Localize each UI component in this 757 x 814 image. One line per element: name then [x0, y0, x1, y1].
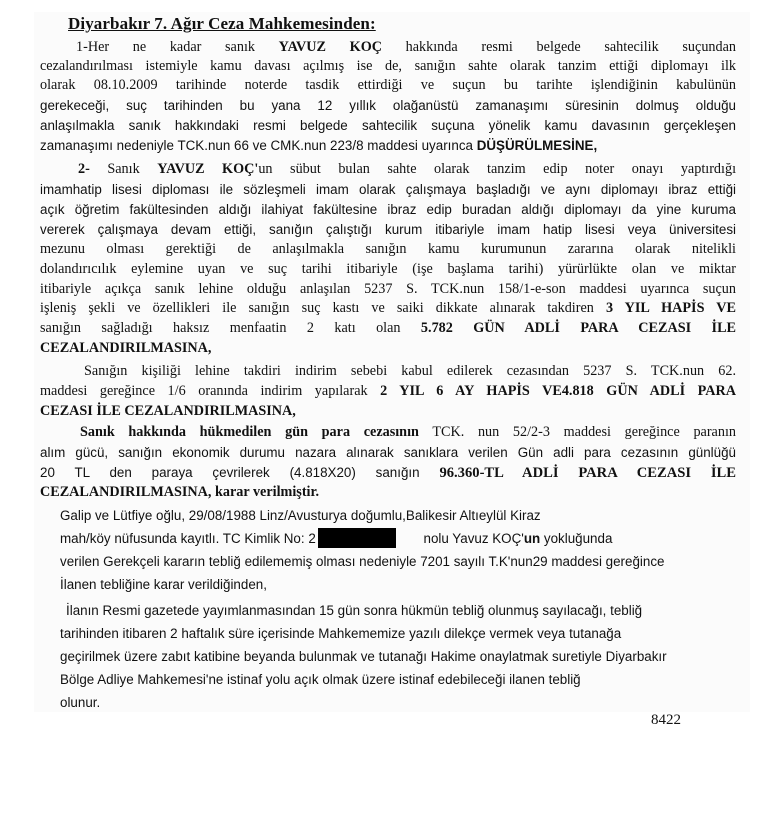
redaction-bar: [318, 528, 396, 548]
p4-line-2: alım gücü, sanığın ekonomik durumu nazara alınarak sanıklara verilen Gün adli para cezasının günlüğü: [40, 445, 736, 460]
p2-line-1: 2- Sanık YAVUZ KOÇ'un sübut bulan sahte olarak tanzim edip noter onayı yaptırdığı: [78, 161, 737, 177]
p2-line-10: CEZALANDIRILMASINA,: [40, 340, 212, 356]
p3-line-1: Sanığın kişiliği lehine takdiri indirim sebebi kabul edilerek cezasından 5237 S. TCK.nun 62.: [84, 363, 736, 379]
p1-line-4: gerekeceği, suç tarihinden bu yana 12 yıllık olağanüstü zamanaşımı süresinin dolmuş olduğu: [40, 98, 736, 113]
p4-line-3: 20 TL den paraya çevrilerek (4.818X20) sanığın 96.360-TL ADLİ PARA CEZASI İLE: [40, 465, 736, 481]
p1-line-2: cezalandırılması istemiyle kamu davası açılmış ise de, sanığın sahte olarak tanzim ettiği diplomayı ilk: [40, 58, 736, 74]
court-title: Diyarbakır 7. Ağır Ceza Mahkemesinden:: [68, 14, 376, 33]
p5-line-4: İlanen tebliğine karar verildiğinden,: [60, 577, 267, 592]
p1-line-1: 1-Her ne kadar sanık YAVUZ KOÇ hakkında resmi belgede sahtecilik suçundan: [76, 39, 736, 55]
p6-line-3: geçirilmek üzere zabıt katibine beyanda bulunmak ve tutanağı Hakime onaylatmak suretiyle Diyarbakır: [60, 649, 667, 664]
p5-line-1: Galip ve Lütfiye oğlu, 29/08/1988 Linz/Avusturya doğumlu,Balikesir Altıeylül Kiraz: [60, 508, 541, 523]
p6-line-5: olunur.: [60, 695, 101, 710]
p2-line-7: itibariyle açıkça sanık lehine olduğu anlaşılan 5237 S. TCK.nun 158/1-e-son maddesi uyarınca suçun: [40, 281, 736, 297]
p1-line-5: anlaşılmakla sanık hakkındaki resmi belgede sahtecilik suçuna yönelik kamu davasının gerçekleşen: [40, 118, 736, 133]
p6-line-4: Bölge Adliye Mahkemesi'ne istinaf yolu açık olmak üzere istinaf edebileceği ilanen tebliğ: [60, 672, 581, 687]
p2-line-5: mezunu olması gerektiği de anlaşılmakla sanığın kamu kurumunun zararına olarak nitelikli: [40, 241, 736, 257]
p5-line-2: mah/köy nüfusunda kayıtlı. TC Kimlik No: 2 nolu Yavuz KOÇ'un yokluğunda: [60, 528, 612, 548]
p2-line-9: sanığın sağladığı haksız menfaatin 2 katı olan 5.782 GÜN ADLİ PARA CEZASI İLE: [40, 320, 737, 336]
p2-line-3: açık öğretim fakültesinden aldığı ilahiyat fakültesine ibraz edip buradan aldığı diplomayı da yine kuruma: [40, 202, 736, 217]
p3-line-3: CEZASI İLE CEZALANDIRILMASINA,: [40, 403, 296, 419]
p4-line-4: CEZALANDIRILMASINA, karar verilmiştir.: [40, 484, 320, 500]
p1-line-3: olarak 08.10.2009 tarihinde noterde tasdik ettirdiği ve suçun bu tarihte işlendiğinin kabulünün: [40, 77, 736, 93]
p6-line-2: tarihinden itibaren 2 haftalık süre içerisinde Mahkememize yazılı dilekçe vermek veya tutanağa: [60, 626, 622, 641]
p2-line-4: vererek çalışmaya devam ettiği, sanığın çalıştığı kurum itibariyle imam hatip lisesi veya üniversitesi: [40, 222, 736, 237]
p4-line-1: Sanık hakkında hükmedilen gün para cezasının TCK. nun 52/2-3 maddesi gereğince paranın: [80, 424, 736, 440]
p2-line-8: işleniş şekli ve özellikleri ile sanığın suç kastı ve saiki dikkate alınarak takdiren 3 YIL HAPİS VE: [40, 300, 736, 316]
p6-line-1: İlanın Resmi gazetede yayımlanmasından 15 gün sonra hükmün tebliğ olunmuş sayılacağı, tebliğ: [66, 603, 643, 618]
page-number: 8422: [651, 712, 681, 728]
p3-line-2: maddesi gereğince 1/6 oranında indirim yapılarak 2 YIL 6 AY HAPİS VE4.818 GÜN ADLİ PARA: [40, 383, 737, 399]
p2-line-6: dolandırıcılık eylemine uyan ve suç tarihi itibariyle (işe başlama tarihi) yürürlükte olan ve miktar: [40, 261, 736, 277]
p5-line-3: verilen Gerekçeli kararın tebliğ edilememiş olması nedeniyle 7201 sayılı T.K'nun29 maddesi gereğince: [60, 554, 665, 569]
p2-line-2: imamhatip lisesi diploması ile sözleşmeli imam olarak çalışmaya başladığı ve aynı diplomayı ibraz ettiği: [40, 182, 736, 197]
p1-line-6: zamanaşımı nedeniyle TCK.nun 66 ve CMK.nun 223/8 maddesi uyarınca DÜŞÜRÜLMESİNE,: [40, 138, 598, 153]
